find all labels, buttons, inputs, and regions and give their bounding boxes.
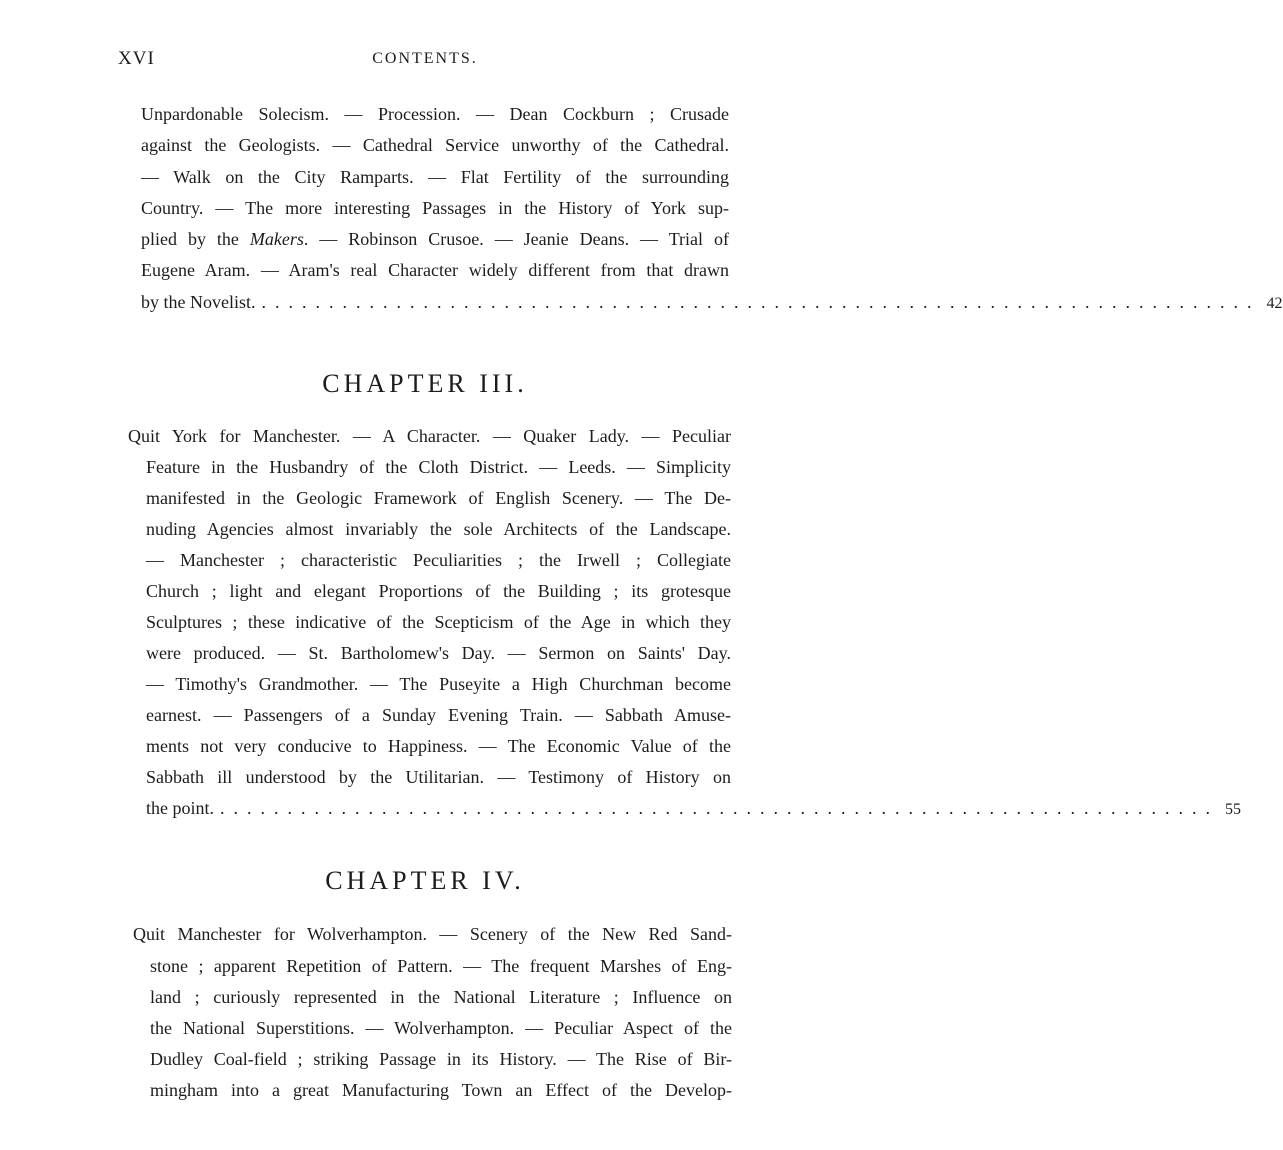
text-segment: the point. <box>146 798 214 818</box>
text-line: Quit York for Manchester. — A Character. — Quaker Lady. — Peculiar <box>128 426 731 446</box>
italic-term: Makers <box>249 229 304 249</box>
text-segment: by the Novelist. <box>141 292 256 312</box>
text-segment: . — Robinson Crusoe. — Jeanie Deans. — Trial of <box>303 229 729 249</box>
text-line: Sculptures ; these indicative of the Scepticism of the Age in which they <box>146 612 731 632</box>
text-line: Church ; light and elegant Proportions of the Building ; its grotesque <box>146 581 731 601</box>
text-line: ments not very conducive to Happiness. — The Economic Value of the <box>146 736 731 756</box>
text-line: Feature in the Husbandry of the Cloth District. — Leeds. — Simplicity <box>146 457 731 477</box>
text-line: the National Superstitions. — Wolverhampton. — Peculiar Aspect of the <box>150 1018 732 1038</box>
text-line: manifested in the Geologic Framework of English Scenery. — The De- <box>146 488 731 508</box>
text-line: Unpardonable Solecism. — Procession. — Dean Cockburn ; Crusade <box>141 104 729 124</box>
text-line <box>141 230 729 248</box>
text-line: — Walk on the City Ramparts. — Flat Fertility of the surrounding <box>141 167 729 187</box>
text-line: earnest. — Passengers of a Sunday Evening Train. — Sabbath Amuse- <box>146 705 731 725</box>
entry-last-line <box>141 292 1283 312</box>
text-line: Sabbath ill understood by the Utilitarian. — Testimony of History on <box>146 767 731 787</box>
chapter-iv-heading: CHAPTER IV. <box>325 866 525 895</box>
text-line: Quit Manchester for Wolverhampton. — Scenery of the New Red Sand- <box>133 924 732 944</box>
text-line: Dudley Coal-field ; striking Passage in its History. — The Rise of Bir- <box>150 1049 732 1069</box>
text-line: stone ; apparent Repetition of Pattern. — The frequent Marshes of Eng- <box>150 956 732 976</box>
text-line: — Timothy's Grandmother. — The Puseyite a High Churchman become <box>146 674 731 694</box>
text-line: nuding Agencies almost invariably the sole Architects of the Landscape. <box>146 519 731 539</box>
dot-leader: .......................................................................... <box>220 798 1219 818</box>
entry-last-line <box>146 798 1241 818</box>
dot-leader: .......................................................................... <box>261 292 1261 312</box>
entry-page-number: 42 <box>1266 295 1283 312</box>
entry-page-number: 55 <box>1225 801 1241 818</box>
text-line: mingham into a great Manufacturing Town an Effect of the Develop- <box>150 1080 732 1100</box>
text-line: were produced. — St. Bartholomew's Day. — Sermon on Saints' Day. <box>146 643 731 663</box>
text-line: — Manchester ; characteristic Peculiarities ; the Irwell ; Collegiate <box>146 550 731 570</box>
text-segment: plied by the <box>141 229 250 249</box>
text-line: Eugene Aram. — Aram's real Character widely different from that drawn <box>141 260 729 280</box>
text-line: Country. — The more interesting Passages in the History of York sup- <box>141 198 729 218</box>
text-line: land ; curiously represented in the National Literature ; Influence on <box>150 987 732 1007</box>
text-line: against the Geologists. — Cathedral Service unworthy of the Cathedral. <box>141 135 729 155</box>
chapter-iii-heading: CHAPTER III. <box>322 369 528 398</box>
page-number: XVI <box>118 48 155 69</box>
running-head: CONTENTS. <box>372 50 478 67</box>
